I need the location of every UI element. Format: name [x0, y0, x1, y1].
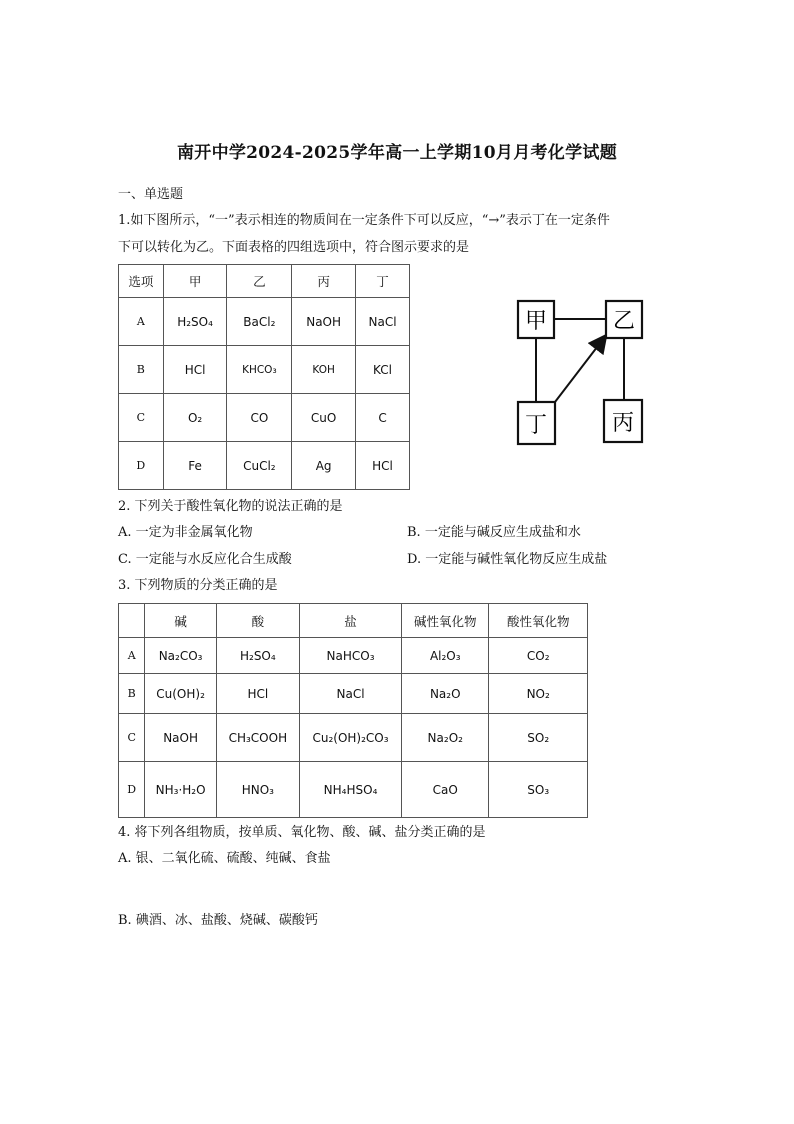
table-header-cell: 甲 [163, 265, 227, 298]
q4-option-a: A. 银、二氧化硫、硫酸、纯碱、食盐 [118, 851, 331, 866]
row-label: C [119, 714, 145, 762]
table-cell: KOH [292, 346, 356, 394]
table-header-cell: 选项 [119, 265, 164, 298]
row-label: D [119, 442, 164, 490]
table-cell: H₂SO₄ [163, 298, 227, 346]
row-label: B [119, 346, 164, 394]
page-title: 南开中学2024-2025学年高一上学期10月月考化学试题 [176, 143, 618, 163]
table-cell: CO [227, 394, 292, 442]
table-header-cell: 丁 [356, 265, 410, 298]
table-cell: KHCO₃ [227, 346, 292, 394]
table-cell: HCl [356, 442, 410, 490]
q2-option-b: B. 一定能与碱反应生成盐和水 [407, 525, 581, 540]
table-cell: CuO [292, 394, 356, 442]
table-cell: Fe [163, 442, 227, 490]
q2-option-c: C. 一定能与水反应化合生成酸 [118, 552, 292, 567]
table-cell: NH₄HSO₄ [299, 762, 401, 818]
table-cell: NaOH [292, 298, 356, 346]
table-cell: NO₂ [489, 674, 588, 714]
table-row [119, 714, 588, 762]
table-cell: Cu₂(OH)₂CO₃ [299, 714, 401, 762]
table-row [119, 762, 588, 818]
table-header-row [119, 265, 410, 298]
table-row [119, 638, 588, 674]
row-label: B [119, 674, 145, 714]
table-row [119, 442, 410, 490]
q3-classification-table [118, 603, 588, 818]
q2-option-a: A. 一定为非金属氧化物 [118, 525, 253, 540]
label-yi: 乙 [612, 309, 636, 334]
table-header-row [119, 604, 588, 638]
table-cell: Cu(OH)₂ [145, 674, 216, 714]
row-label: A [119, 638, 145, 674]
row-label: C [119, 394, 164, 442]
table-cell: Na₂O [402, 674, 489, 714]
table-cell: KCl [356, 346, 410, 394]
table-cell: NaHCO₃ [299, 638, 401, 674]
table-cell: CuCl₂ [227, 442, 292, 490]
table-header-cell: 碱性氧化物 [402, 604, 489, 638]
arrow-ding-to-yi [555, 338, 604, 402]
table-cell: SO₃ [489, 762, 588, 818]
label-jia: 甲 [524, 309, 548, 334]
table-cell: C [356, 394, 410, 442]
label-ding: 丁 [524, 413, 548, 438]
table-cell: Na₂CO₃ [145, 638, 216, 674]
table-header-cell: 碱 [145, 604, 216, 638]
table-cell: Ag [292, 442, 356, 490]
label-bing: 丙 [611, 411, 635, 436]
q4-stem: 4. 将下列各组物质，按单质、氧化物、酸、碱、盐分类正确的是 [118, 825, 486, 840]
section-heading: 一、单选题 [118, 187, 184, 202]
row-label: A [119, 298, 164, 346]
table-header-cell: 丙 [292, 265, 356, 298]
q1-options-table [118, 264, 410, 490]
table-header-cell: 盐 [299, 604, 401, 638]
table-cell: Na₂O₂ [402, 714, 489, 762]
table-header-cell [119, 604, 145, 638]
table-cell: HNO₃ [216, 762, 299, 818]
table-cell: BaCl₂ [227, 298, 292, 346]
q1-stem-line1: 1.如下图所示，“一”表示相连的物质间在一定条件下可以反应，“→”表示丁在一定条件 [118, 213, 610, 228]
row-label: D [119, 762, 145, 818]
q2-option-d: D. 一定能与碱性氧化物反应生成盐 [407, 552, 608, 567]
q2-stem: 2. 下列关于酸性氧化物的说法正确的是 [118, 499, 343, 514]
table-cell: NH₃·H₂O [145, 762, 216, 818]
table-cell: CO₂ [489, 638, 588, 674]
q4-option-b: B. 碘酒、冰、盐酸、烧碱、碳酸钙 [118, 913, 318, 928]
table-cell: NaOH [145, 714, 216, 762]
table-header-cell: 酸 [216, 604, 299, 638]
table-cell: Al₂O₃ [402, 638, 489, 674]
q1-reaction-diagram [510, 296, 650, 456]
table-row [119, 298, 410, 346]
table-row [119, 674, 588, 714]
table-cell: NaCl [299, 674, 401, 714]
table-cell: NaCl [356, 298, 410, 346]
table-row [119, 346, 410, 394]
table-cell: HCl [216, 674, 299, 714]
table-cell: O₂ [163, 394, 227, 442]
table-row [119, 394, 410, 442]
table-cell: SO₂ [489, 714, 588, 762]
q3-stem: 3. 下列物质的分类正确的是 [118, 578, 278, 593]
table-cell: CaO [402, 762, 489, 818]
q1-stem-line2: 下可以转化为乙。下面表格的四组选项中，符合图示要求的是 [118, 240, 470, 255]
table-cell: H₂SO₄ [216, 638, 299, 674]
table-header-cell: 酸性氧化物 [489, 604, 588, 638]
table-cell: CH₃COOH [216, 714, 299, 762]
table-cell: HCl [163, 346, 227, 394]
table-header-cell: 乙 [227, 265, 292, 298]
